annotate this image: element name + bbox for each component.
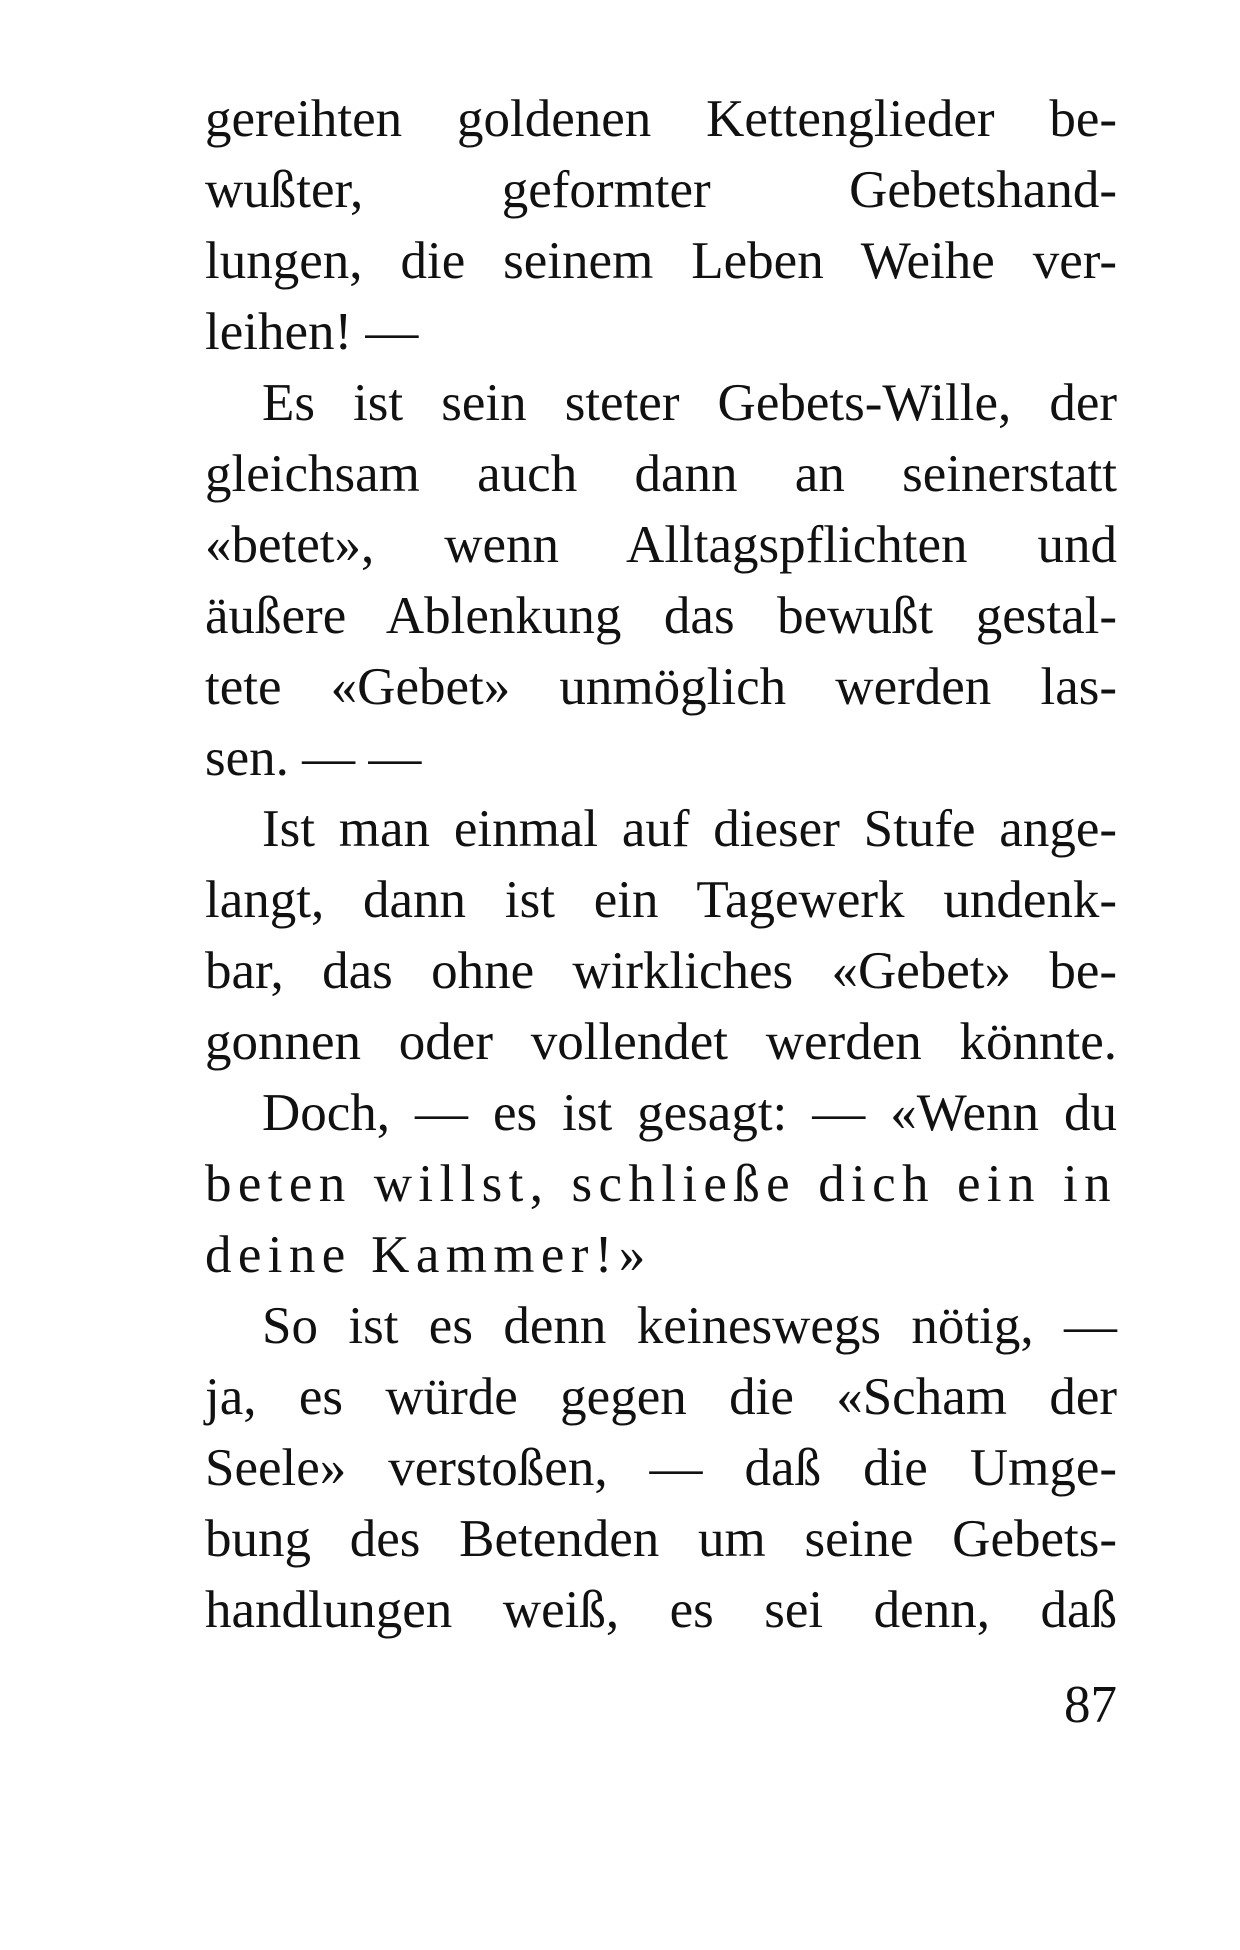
body-text (205, 84, 1117, 1646)
text-line: deine Kammer!» (205, 1226, 652, 1284)
text-line: leihen! — (205, 303, 419, 361)
paragraph-start-line: Es ist sein steter Gebets-Wille, der (262, 374, 1117, 432)
text-line: äußere Ablenkung das bewußt gestal- (205, 587, 1117, 645)
text-line: langt, dann ist ein Tagewerk undenk- (205, 871, 1117, 929)
text-line: lungen, die seinem Leben Weihe ver- (205, 232, 1117, 290)
text-line: «betet», wenn Alltagspflichten und (205, 516, 1117, 574)
text-line: handlungen weiß, es sei denn, daß (205, 1581, 1117, 1639)
text-line: bar, das ohne wirkliches «Gebet» be- (205, 942, 1117, 1000)
text-line: gleichsam auch dann an seinerstatt (205, 445, 1117, 503)
text-line: sen. — — (205, 729, 422, 787)
paragraph-start-line: Doch, — es ist gesagt: — «Wenn du (262, 1084, 1117, 1142)
text-line: bung des Betenden um seine Gebets- (205, 1510, 1117, 1568)
text-line: gonnen oder vollendet werden könnte. (205, 1013, 1117, 1071)
text-line: beten willst, schließe dich ein in (205, 1155, 1117, 1213)
text-line: Seele» verstoßen, — daß die Umge- (205, 1439, 1117, 1497)
text-line: ja, es würde gegen die «Scham der (205, 1368, 1117, 1426)
text-line: tete «Gebet» unmöglich werden las- (205, 658, 1117, 716)
paragraph-start-line: Ist man einmal auf dieser Stufe ange- (262, 800, 1117, 858)
paragraph-start-line: So ist es denn keineswegs nötig, — (262, 1297, 1117, 1355)
text-line: wußter, geformter Gebetshand- (205, 161, 1117, 219)
text-line: gereihten goldenen Kettenglieder be- (205, 90, 1117, 148)
page-number: 87 (1064, 1676, 1117, 1734)
